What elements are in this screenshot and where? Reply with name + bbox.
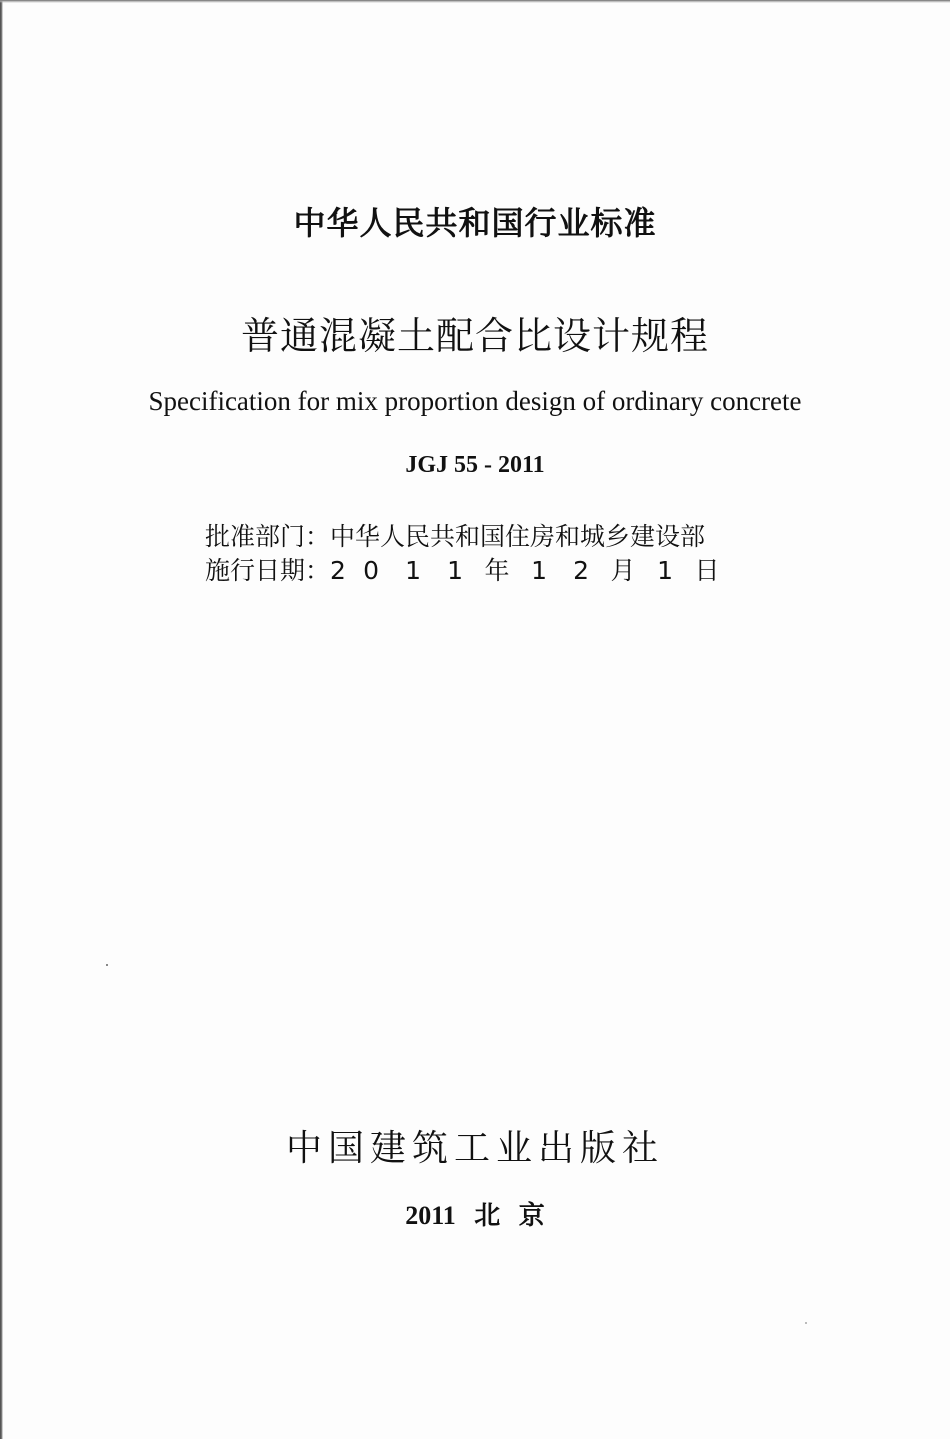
scan-edge-top	[0, 0, 950, 3]
effective-date-row	[205, 554, 728, 588]
date-char: 1	[531, 556, 547, 585]
standard-code: JGJ 55 - 2011	[405, 452, 545, 478]
scan-speck	[805, 1322, 807, 1324]
approval-info	[205, 520, 728, 588]
date-char: 2	[573, 556, 589, 585]
scan-speck	[106, 964, 108, 966]
approval-value: 中华人民共和国住房和城乡建设部	[330, 522, 706, 551]
approval-label: 批准部门：	[205, 522, 331, 551]
date-char: 2	[330, 556, 346, 585]
date-char: 1	[447, 556, 463, 585]
document-title-english: Specification for mix proportion design of ordinary concrete	[148, 386, 802, 416]
effective-date-value	[330, 554, 728, 588]
date-char: 0	[363, 556, 379, 585]
date-char: 日	[694, 556, 720, 585]
industry-standard-heading: 中华人民共和国行业标准	[293, 204, 657, 242]
document-title-chinese: 普通混凝土配合比设计规程	[240, 314, 709, 358]
publisher-name: 中国建筑工业出版社	[285, 1128, 664, 1169]
approval-row	[205, 520, 728, 554]
effective-date-label: 施行日期：	[205, 556, 331, 585]
date-char: 年	[484, 556, 510, 585]
date-char: 1	[405, 556, 421, 585]
date-char: 月	[610, 556, 636, 585]
date-char: 1	[657, 556, 673, 585]
publication-place-year: 2011 北 京	[405, 1201, 545, 1230]
